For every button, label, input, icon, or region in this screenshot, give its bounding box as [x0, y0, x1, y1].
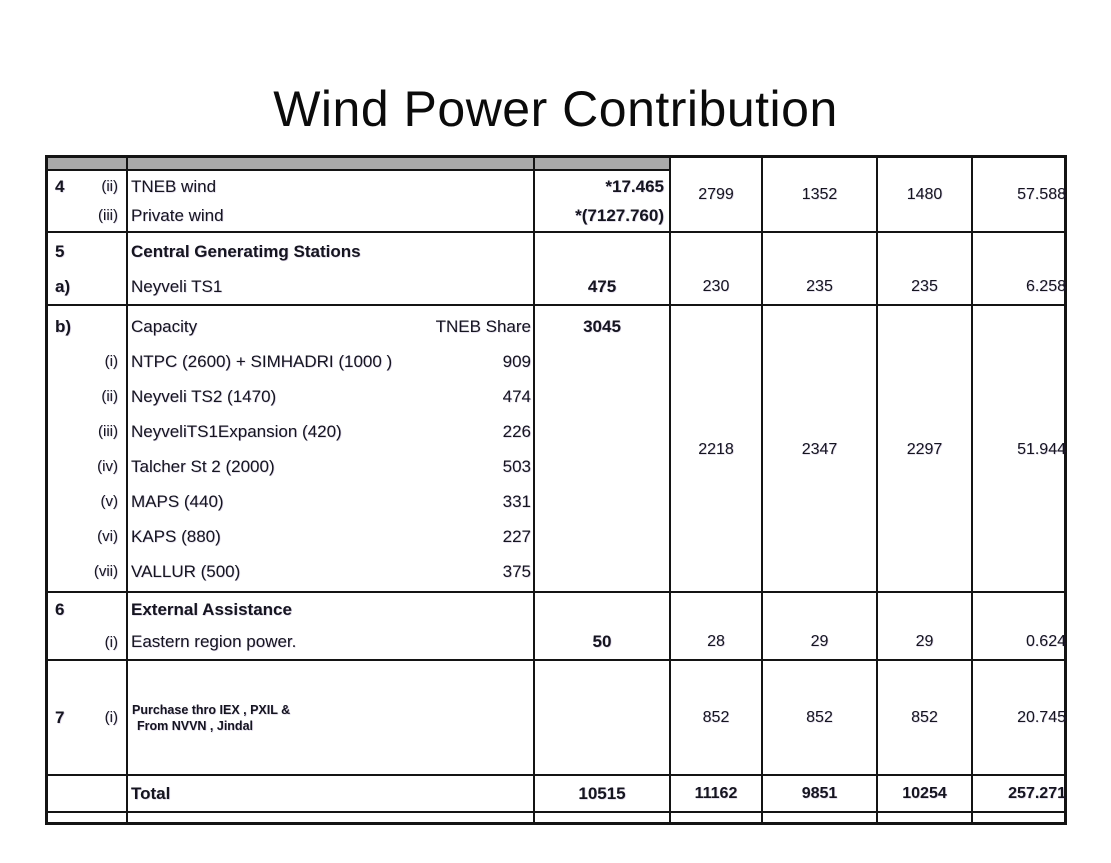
row5-index-cell: [48, 233, 128, 304]
kaps-share: 227: [502, 526, 531, 546]
row-group-7: [48, 661, 1064, 776]
row4-desc-cell: [128, 158, 535, 231]
vallur-share: 375: [502, 561, 531, 581]
neyveli-ts2-share: 474: [502, 386, 531, 406]
rowb-index-cell: [48, 306, 128, 591]
row4-subindex-ii: (ii): [101, 178, 118, 195]
row-group-4: [48, 158, 1064, 233]
clipped-row-strip: [48, 158, 126, 171]
row7-desc-cell: [128, 661, 535, 774]
total-value-4: 257.271: [1008, 784, 1066, 802]
wind-power-table: [45, 155, 1067, 825]
row7-value-2: 852: [763, 661, 878, 774]
total-capacity: 10515: [578, 783, 626, 803]
row7-subindex-i: (i): [104, 709, 118, 726]
clipped-row-strip: [535, 158, 669, 171]
neyveli-ts2-label: Neyveli TS2 (1470): [131, 386, 277, 406]
row4-number: 4: [55, 176, 65, 196]
total-value-3: 10254: [878, 776, 973, 811]
maps-label: MAPS (440): [131, 491, 224, 511]
row7-capacity-cell: [535, 661, 671, 774]
eastern-region-capacity: 50: [592, 632, 612, 651]
neyveli-ts1-label: Neyveli TS1: [131, 276, 223, 296]
row6-index-cell: [48, 593, 128, 659]
row-group-5: [48, 233, 1064, 306]
tneb-wind-label: TNEB wind: [131, 176, 217, 196]
row4-subindex-iii: (iii): [98, 207, 118, 224]
talcher-st2-label: Talcher St 2 (2000): [131, 456, 275, 476]
row5-number: 5: [55, 241, 65, 261]
clipped-bottom-row: [48, 813, 1064, 822]
vallur-label: VALLUR (500): [131, 561, 241, 581]
row6-value-1: 28: [671, 593, 763, 659]
row7-value-4: 20.745: [1017, 708, 1066, 726]
total-capacity-cell: [535, 776, 671, 811]
row7-index-cell: [48, 661, 128, 774]
talcher-st2-share: 503: [502, 456, 531, 476]
rowb-subindex-vii: (vii): [93, 563, 118, 580]
neyveli-ts1-expansion-share: 226: [502, 421, 531, 441]
row6-number: 6: [55, 600, 65, 619]
row4-index-cell: [48, 158, 128, 231]
row4-value-4: 57.588: [1017, 185, 1066, 203]
row7-value-1: 852: [671, 661, 763, 774]
row4-value-3: 1480: [878, 158, 973, 231]
row5-value-2: 235: [763, 233, 878, 304]
private-wind-capacity: *(7127.760): [575, 205, 664, 225]
from-nvvn-jindal-label: From NVVN , Jindal: [137, 718, 253, 733]
row5-desc-cell: [128, 233, 535, 304]
ntpc-simhadri-share: 909: [502, 351, 531, 371]
rowb-value-2: 2347: [763, 306, 878, 591]
capacity-label: Capacity: [131, 316, 198, 336]
row6-value-3: 29: [878, 593, 973, 659]
row5-value-1: 230: [671, 233, 763, 304]
row7-value-3: 852: [878, 661, 973, 774]
rowb-subindex-iv: (iv): [97, 458, 118, 475]
clipped-row-strip: [128, 158, 533, 171]
rowb-subindex-vi: (vi): [97, 528, 118, 545]
rowb-number: b): [55, 316, 72, 336]
row5-value-3: 235: [878, 233, 973, 304]
rowb-subindex-iii: (iii): [98, 423, 118, 440]
tneb-share-label: TNEB Share: [435, 316, 531, 336]
total-value-2: 9851: [763, 776, 878, 811]
tneb-wind-capacity: *17.465: [605, 176, 664, 196]
rowb-value-4: 51.944: [1017, 441, 1066, 458]
rowb-subindex-v: (v): [100, 493, 118, 510]
row-group-b: [48, 306, 1064, 593]
total-value-1: 11162: [671, 776, 763, 811]
rowb-subindex-ii: (ii): [101, 388, 118, 405]
purchase-iex-pxil-label: Purchase thro IEX , PXIL &: [132, 702, 291, 717]
total-index-cell: [48, 776, 128, 811]
row6-capacity-cell: [535, 593, 671, 659]
rowb-capacity-cell: [535, 306, 671, 591]
row5-capacity-cell: [535, 233, 671, 304]
rowb-value-3: 2297: [878, 306, 973, 591]
row4-capacity-cell: [535, 158, 671, 231]
rowb-desc-cell: [128, 306, 535, 591]
row5-value-4: 6.258: [1025, 278, 1066, 295]
rowb-value-1: 2218: [671, 306, 763, 591]
rowb-capacity-total: 3045: [583, 316, 621, 336]
rowb-subindex-i: (i): [104, 353, 118, 370]
row6-subindex-i: (i): [104, 633, 118, 651]
kaps-label: KAPS (880): [131, 526, 221, 546]
row6-desc-cell: [128, 593, 535, 659]
row7-number: 7: [55, 707, 65, 727]
total-label-cell: [128, 776, 535, 811]
row5a-number: a): [55, 276, 71, 296]
total-row: [48, 776, 1064, 813]
private-wind-label: Private wind: [131, 205, 224, 225]
row4-value-1: 2799: [671, 158, 763, 231]
row6-value-2: 29: [763, 593, 878, 659]
row-group-6: [48, 593, 1064, 661]
maps-share: 331: [502, 491, 531, 511]
total-label: Total: [131, 783, 171, 803]
neyveli-ts1-capacity: 475: [587, 276, 617, 296]
eastern-region-power-label: Eastern region power.: [131, 632, 297, 651]
row4-value-2: 1352: [763, 158, 878, 231]
neyveli-ts1-expansion-label: NeyveliTS1Expansion (420): [131, 421, 342, 441]
slide-title: Wind Power Contribution: [273, 81, 838, 137]
ntpc-simhadri-label: NTPC (2600) + SIMHADRI (1000 ): [131, 351, 393, 371]
central-generating-stations-header: Central Generatimg Stations: [131, 241, 361, 261]
row6-value-4: 0.624: [1025, 633, 1066, 650]
external-assistance-header: External Assistance: [131, 600, 292, 619]
